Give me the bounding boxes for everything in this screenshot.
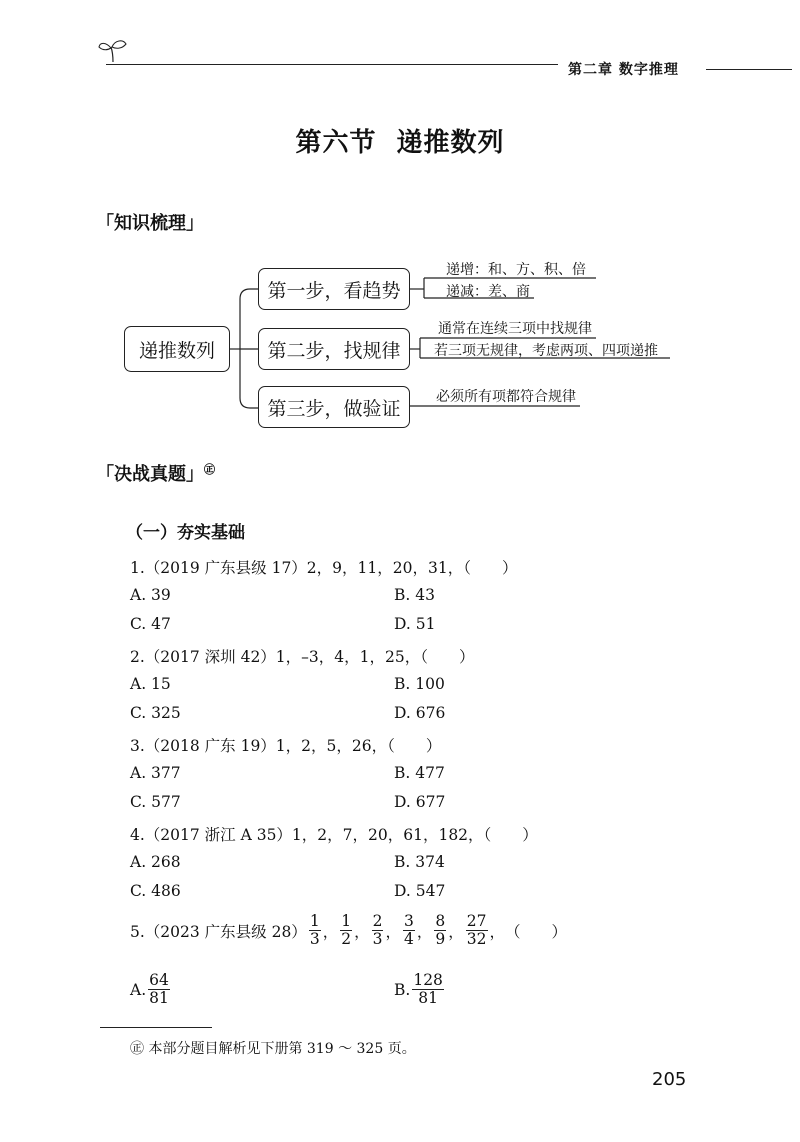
- fraction: $\frac{8}{9}$: [435, 912, 446, 949]
- fraction: $\frac{3}{4}$: [403, 912, 414, 949]
- question-1-option-a[interactable]: A. 39: [130, 586, 171, 604]
- question-3-option-c[interactable]: C. 577: [130, 793, 181, 811]
- step2-note-other: 若三项无规律，考虑两项、四项递推: [434, 343, 658, 359]
- question-5-stem: 5.（2023 广东县级 28） $\frac{1}{3}$ ， $\frac{1}{2}$ ， $\frac{2}{3}$ ， $\frac{3}{4}$ ， $\frac{8}{9}$ ， $\frac{27}{32}$ ， （ ）: [130, 912, 568, 949]
- question-1-option-b[interactable]: B. 43: [394, 586, 435, 604]
- exam-heading-text: 「决战真题」: [96, 464, 204, 485]
- question-1-stem: 1.（2019 广东县级 17）2，9，11，20，31，（ ）: [130, 559, 518, 577]
- step1-note-increase: 递增：和、方、积、倍: [446, 262, 586, 278]
- question-4-option-a[interactable]: A. 268: [130, 853, 181, 871]
- page-number: 205: [652, 1069, 687, 1090]
- footnote: ㊣ 本部分题目解析见下册第 319 ～ 325 页。: [130, 1041, 416, 1057]
- question-3-option-a[interactable]: A. 377: [130, 764, 181, 782]
- question-4-option-b[interactable]: B. 374: [394, 853, 445, 871]
- question-2-option-c[interactable]: C. 325: [130, 704, 181, 722]
- fraction: $\frac{1}{2}$: [341, 912, 352, 949]
- fraction: $\frac{1}{3}$: [309, 912, 320, 949]
- section-number: 第六节: [295, 128, 377, 158]
- question-3-option-d[interactable]: D. 677: [394, 793, 446, 811]
- question-4-stem: 4.（2017 浙江 A 35）1，2，7，20，61，182，（ ）: [130, 826, 538, 844]
- footnote-rule: [100, 1027, 212, 1028]
- question-5-prefix: 5.（2023 广东县级 28）: [130, 922, 307, 941]
- question-2-option-b[interactable]: B. 100: [394, 675, 445, 693]
- knowledge-heading: 「知识梳理」: [96, 213, 204, 234]
- question-1-option-c[interactable]: C. 47: [130, 615, 171, 633]
- mindmap-step-1: 第一步，看趋势: [258, 268, 410, 310]
- question-2-option-d[interactable]: D. 676: [394, 704, 446, 722]
- answer-mark-icon: ㊣: [204, 463, 215, 476]
- mindmap-step-3: 第三步，做验证: [258, 386, 410, 428]
- question-2-option-a[interactable]: A. 15: [130, 675, 171, 693]
- step2-note-three: 通常在连续三项中找规律: [438, 321, 592, 337]
- mindmap-step-2: 第二步，找规律: [258, 328, 410, 370]
- step3-note: 必须所有项都符合规律: [436, 389, 576, 405]
- chapter-header: 第二章 数字推理: [568, 59, 679, 79]
- step1-note-decrease: 递减：差、商: [446, 284, 530, 300]
- question-1-option-d[interactable]: D. 51: [394, 615, 436, 633]
- question-5-option-a[interactable]: A. $\frac{64}{81}$: [130, 971, 169, 1008]
- question-5-blank: （ ）: [505, 922, 568, 941]
- mindmap-root: 递推数列: [124, 326, 230, 372]
- question-5-option-b[interactable]: B. $\frac{128}{81}$: [394, 971, 443, 1008]
- question-3-option-b[interactable]: B. 477: [394, 764, 445, 782]
- question-3-stem: 3.（2018 广东 19）1，2，5，26，（ ）: [130, 737, 442, 755]
- section-title: 递推数列: [396, 128, 505, 158]
- question-4-option-c[interactable]: C. 486: [130, 882, 181, 900]
- fraction: $\frac{27}{32}$: [466, 912, 487, 949]
- exam-heading: [96, 460, 215, 486]
- exam-subheading: （一）夯实基础: [126, 523, 245, 543]
- fraction: $\frac{2}{3}$: [372, 912, 383, 949]
- question-2-stem: 2.（2017 深圳 42）1，–3，4，1，25，（ ）: [130, 648, 475, 666]
- question-4-option-d[interactable]: D. 547: [394, 882, 446, 900]
